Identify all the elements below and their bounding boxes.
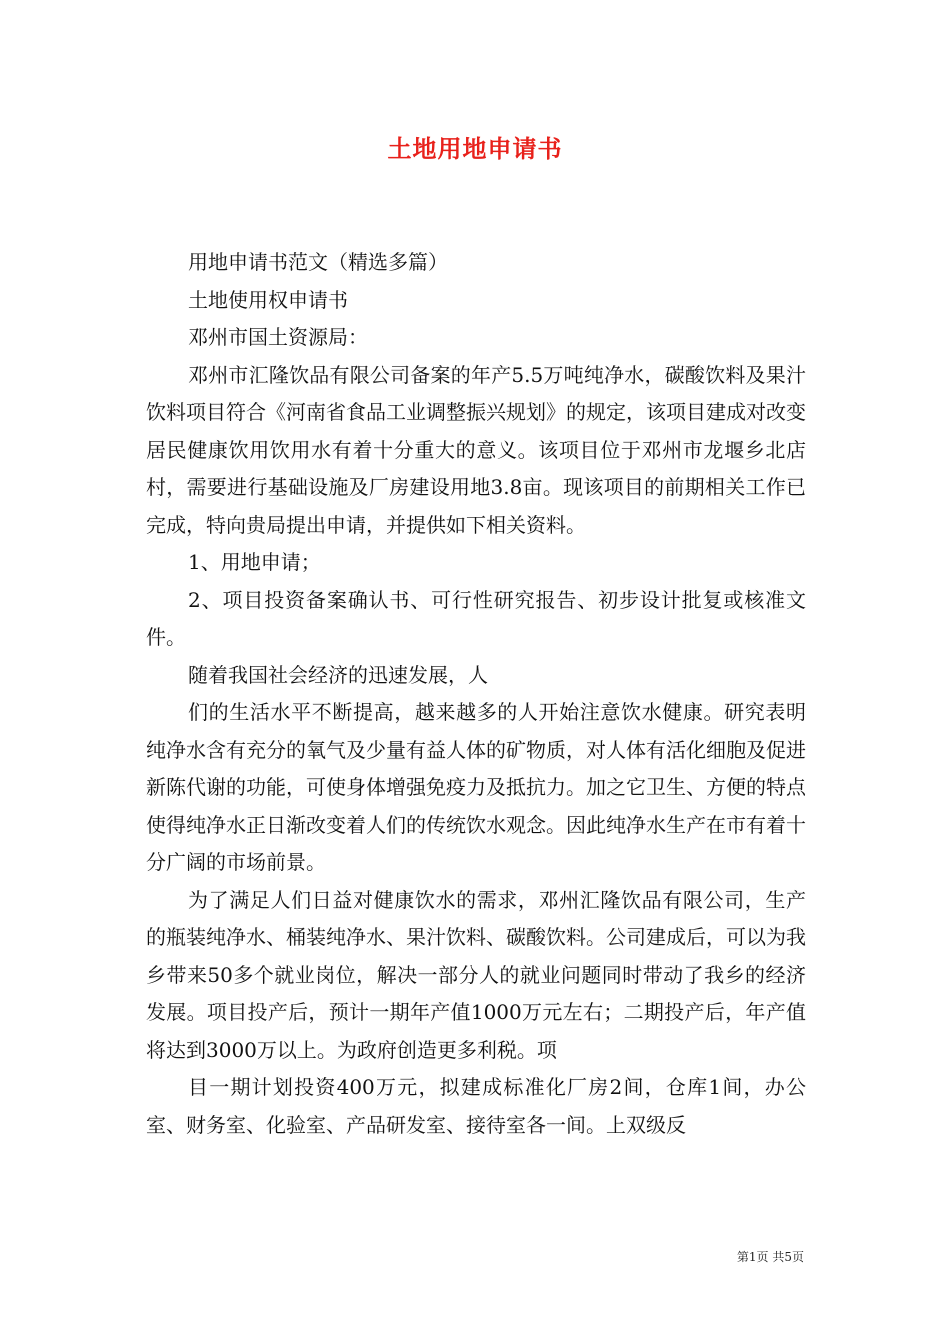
paragraph-company: 为了满足人们日益对健康饮水的需求，邓州汇隆饮品有限公司，生产的瓶装纯净水、桶装纯净水、果汁饮料、碳酸饮料。公司建成后，可以为我乡带来50多个就业岗位，解决一部分人的就业问题同时带动了我乡的经济发展。项目投产后，预计一期年产值1000万元左右；二期投产后，年产值将达到3000万以上。为政府创造更多利税。项 [146, 887, 806, 1062]
paragraph-addressee: 邓州市国土资源局： [188, 325, 368, 349]
document-title: 土地用地申请书 [387, 134, 563, 163]
document-body [146, 244, 806, 1144]
paragraph-market: 们的生活水平不断提高，越来越多的人开始注意饮水健康。研究表明纯净水含有充分的氧气及少量有益人体的矿物质，对人体有活化细胞及促进新陈代谢的功能，可使身体增强免疫力及抵抗力。加之它卫生、方便的特点使得纯净水正日渐改变着人们的传统饮水观念。因此纯净水生产在市有着十分广阔的市场前景。 [146, 700, 806, 874]
paragraph-list-item-1: 1、用地申请； [188, 550, 321, 574]
page-number-footer: 第1页 共5页 [736, 1250, 804, 1264]
paragraph-subheading: 土地使用权申请书 [188, 287, 348, 312]
paragraph-background: 随着我国社会经济的迅速发展，人 [188, 662, 488, 687]
paragraph-heading: 用地申请书范文（精选多篇） [188, 250, 448, 274]
paragraph-list-item-2: 2、项目投资备案确认书、可行性研究报告、初步设计批复或核准文件。 [146, 587, 806, 649]
paragraph-investment: 目一期计划投资400万元，拟建成标准化厂房2间，仓库1间，办公室、财务室、化验室、产品研发室、接待室各一间。上双级反 [146, 1075, 806, 1137]
paragraph-project-intro: 邓州市汇隆饮品有限公司备案的年产5.5万吨纯净水，碳酸饮料及果汁饮料项目符合《河南省食品工业调整振兴规划》的规定，该项目建成对改变居民健康饮用饮用水有着十分重大的意义。该项目位于邓州市龙堰乡北店村，需要进行基础设施及厂房建设用地3.8亩。现该项目的前期相关工作已完成，特向贵局提出申请，并提供如下相关资料。 [146, 362, 806, 537]
